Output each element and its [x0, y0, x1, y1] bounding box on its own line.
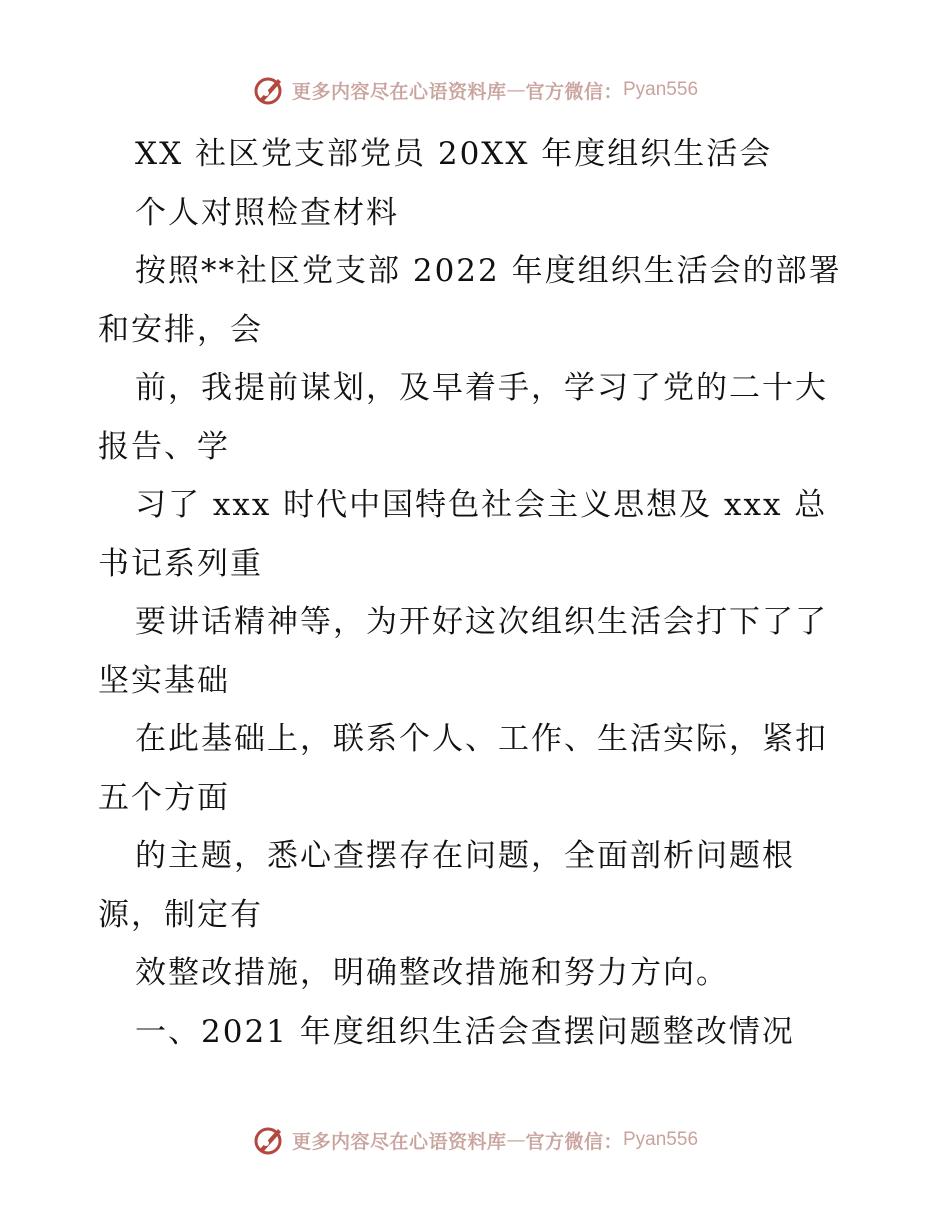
doc-line: 效整改措施，明确整改措施和努力方向。 — [135, 955, 729, 991]
doc-line: 和安排，会 — [98, 312, 263, 348]
doc-title-line-1: XX 社区党支部党员 20XX 年度组织生活会 — [135, 136, 773, 172]
doc-line: 的主题，悉心查摆存在问题，全面剖析问题根 — [135, 838, 795, 874]
watermark-dash: — — [506, 79, 526, 101]
doc-line: 源，制定有 — [98, 897, 263, 933]
watermark-footer — [0, 1120, 950, 1160]
watermark-title: 更多内容尽在心语资料库 — [291, 1130, 507, 1153]
doc-line: 前，我提前谋划，及早着手，学习了党的二十大 — [135, 370, 828, 406]
watermark-label: 官方微信： — [525, 80, 623, 103]
watermark-dash: — — [506, 1129, 526, 1151]
doc-line: 在此基础上，联系个人、工作、生活实际，紧扣 — [135, 721, 828, 757]
doc-line: 报告、学 — [98, 429, 230, 465]
quill-logo-icon — [252, 73, 286, 107]
watermark-label: 官方微信： — [525, 1130, 623, 1153]
watermark-id: Pyan556 — [623, 1129, 699, 1150]
doc-section-heading: 一、2021 年度组织生活会查摆问题整改情况 — [135, 1014, 795, 1050]
watermark-title: 更多内容尽在心语资料库 — [291, 80, 507, 103]
doc-line: 要讲话精神等，为开好这次组织生活会打下了了 — [135, 604, 828, 640]
doc-line: 习了 xxx 时代中国特色社会主义思想及 xxx 总 — [135, 487, 828, 523]
watermark-header — [0, 70, 950, 110]
doc-title-line-2: 个人对照检查材料 — [135, 195, 399, 231]
doc-line: 按照**社区党支部 2022 年度组织生活会的部署 — [135, 253, 842, 289]
doc-line: 书记系列重 — [98, 546, 263, 582]
quill-logo-icon — [252, 1123, 286, 1157]
doc-line: 五个方面 — [98, 780, 230, 816]
watermark-id: Pyan556 — [623, 79, 699, 100]
doc-line: 坚实基础 — [98, 663, 230, 699]
